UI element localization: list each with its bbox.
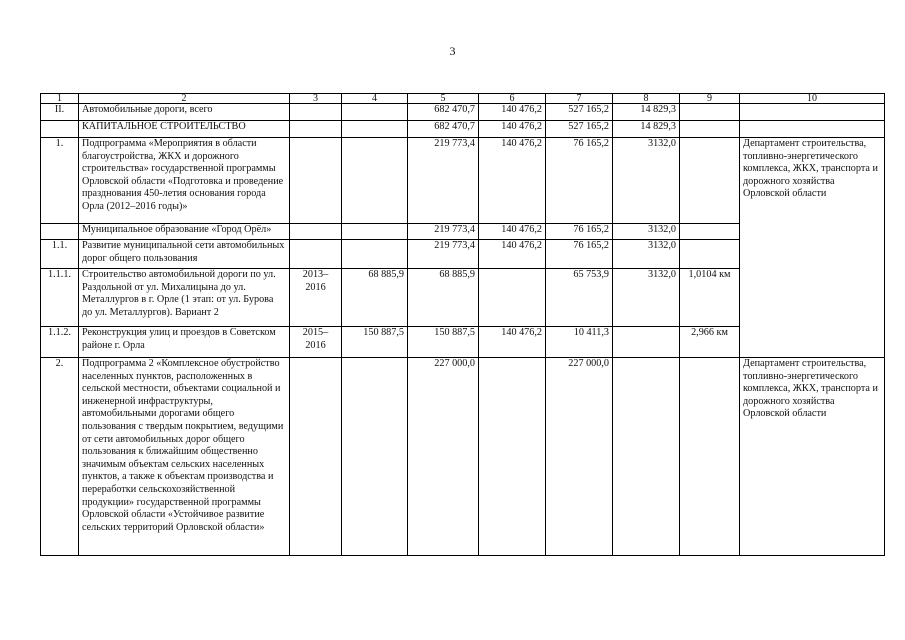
table-row xyxy=(41,138,885,224)
total-cell: 682 470,7 xyxy=(408,104,479,121)
item-name: Подпрограмма «Мероприятия в области благоустройства, ЖКХ и дорожного строительства» государственной программы Орловской области «Подготовка и проведение празднования 450-летия основания города Орла (2012–2016 годы)» xyxy=(79,138,290,224)
estimate-cost-cell: 68 885,9 xyxy=(342,269,408,327)
column-number: 9 xyxy=(680,94,740,104)
period-cell xyxy=(290,138,342,224)
capacity-cell: 2,966 км xyxy=(680,327,740,358)
column-number: 2 xyxy=(79,94,290,104)
municipal-cell: 3132,0 xyxy=(613,269,680,327)
period-cell xyxy=(290,358,342,556)
estimate-cost-cell xyxy=(342,224,408,240)
capacity-cell xyxy=(680,240,740,269)
column-number: 8 xyxy=(613,94,680,104)
capacity-cell xyxy=(680,358,740,556)
column-number: 3 xyxy=(290,94,342,104)
department-cell: Департамент строительства, топливно-энергетического комплекса, ЖКХ, транспорта и дорожного хозяйства Орловской области xyxy=(740,358,885,556)
municipal-cell: 14 829,3 xyxy=(613,121,680,138)
column-number: 5 xyxy=(408,94,479,104)
regional-cell: 76 165,2 xyxy=(546,240,613,269)
estimate-cost-cell xyxy=(342,121,408,138)
total-cell: 227 000,0 xyxy=(408,358,479,556)
estimate-cost-cell: 150 887,5 xyxy=(342,327,408,358)
capacity-cell xyxy=(680,224,740,240)
page-number: 3 xyxy=(449,44,456,58)
capacity-cell: 1,0104 км xyxy=(680,269,740,327)
regional-cell: 76 165,2 xyxy=(546,138,613,224)
municipal-cell xyxy=(613,327,680,358)
period-cell: 2015–2016 xyxy=(290,327,342,358)
total-cell: 68 885,9 xyxy=(408,269,479,327)
federal-cell xyxy=(479,269,546,327)
federal-cell: 140 476,2 xyxy=(479,121,546,138)
federal-cell xyxy=(479,358,546,556)
regional-cell: 527 165,2 xyxy=(546,121,613,138)
federal-cell: 140 476,2 xyxy=(479,224,546,240)
period-cell: 2013–2016 xyxy=(290,269,342,327)
total-cell: 219 773,4 xyxy=(408,138,479,224)
item-name: Подпрограмма 2 «Комплексное обустройство населенных пунктов, расположенных в сельской местности, объектами социальной и инженерной инфраструктуры, автомобильными дорогами общего пользования с твердым покрытием, ведущими от сети автомобильных дорог общего пользования к ближайшим общественно значимым объектам сельских населенных пунктов, а также к объектам производства и переработки сельскохозяйственной продукции» государственной программы Орловской области «Устойчивое развитие сельских территорий Орловской области» xyxy=(79,358,290,556)
item-name: Строительство автомобильной дороги по ул. Раздольной от ул. Михалицына до ул. Металлургов в г. Орле (1 этап: от ул. Бурова до ул. Металлургов). Вариант 2 xyxy=(79,269,290,327)
item-name: Реконструкция улиц и проездов в Советском районе г. Орла xyxy=(79,327,290,358)
municipal-cell: 3132,0 xyxy=(613,138,680,224)
department-cell: Департамент строительства, топливно-энергетического комплекса, ЖКХ, транспорта и дорожного хозяйства Орловской области xyxy=(740,138,885,358)
table-row xyxy=(41,358,885,556)
estimate-cost-cell xyxy=(342,358,408,556)
total-cell: 219 773,4 xyxy=(408,224,479,240)
row-number: 1.1.1. xyxy=(41,269,79,327)
federal-cell: 140 476,2 xyxy=(479,327,546,358)
column-number: 4 xyxy=(342,94,408,104)
row-number: II. xyxy=(41,104,79,121)
regional-cell: 227 000,0 xyxy=(546,358,613,556)
column-number: 6 xyxy=(479,94,546,104)
budget-table xyxy=(40,93,885,556)
municipal-cell: 3132,0 xyxy=(613,240,680,269)
capacity-cell xyxy=(680,138,740,224)
estimate-cost-cell xyxy=(342,138,408,224)
row-number: 2. xyxy=(41,358,79,556)
period-cell xyxy=(290,104,342,121)
regional-cell: 76 165,2 xyxy=(546,224,613,240)
municipal-cell: 14 829,3 xyxy=(613,104,680,121)
capacity-cell xyxy=(680,121,740,138)
row-number xyxy=(41,224,79,240)
total-cell: 150 887,5 xyxy=(408,327,479,358)
column-number: 7 xyxy=(546,94,613,104)
period-cell xyxy=(290,240,342,269)
total-cell: 682 470,7 xyxy=(408,121,479,138)
row-number: 1. xyxy=(41,138,79,224)
capacity-cell xyxy=(680,104,740,121)
column-numbers-row xyxy=(41,94,885,104)
row-number: 1.1. xyxy=(41,240,79,269)
total-cell: 219 773,4 xyxy=(408,240,479,269)
estimate-cost-cell xyxy=(342,240,408,269)
row-number: 1.1.2. xyxy=(41,327,79,358)
department-cell xyxy=(740,104,885,121)
item-name: Автомобильные дороги, всего xyxy=(79,104,290,121)
row-number xyxy=(41,121,79,138)
table-row xyxy=(41,121,885,138)
regional-cell: 65 753,9 xyxy=(546,269,613,327)
item-name: КАПИТАЛЬНОЕ СТРОИТЕЛЬСТВО xyxy=(79,121,290,138)
table-row xyxy=(41,104,885,121)
municipal-cell xyxy=(613,358,680,556)
period-cell xyxy=(290,224,342,240)
column-number: 10 xyxy=(740,94,885,104)
period-cell xyxy=(290,121,342,138)
federal-cell: 140 476,2 xyxy=(479,104,546,121)
department-cell xyxy=(740,121,885,138)
estimate-cost-cell xyxy=(342,104,408,121)
item-name: Муниципальное образование «Город Орёл» xyxy=(79,224,290,240)
item-name: Развитие муниципальной сети автомобильных дорог общего пользования xyxy=(79,240,290,269)
regional-cell: 10 411,3 xyxy=(546,327,613,358)
federal-cell: 140 476,2 xyxy=(479,240,546,269)
column-number: 1 xyxy=(41,94,79,104)
federal-cell: 140 476,2 xyxy=(479,138,546,224)
municipal-cell: 3132,0 xyxy=(613,224,680,240)
regional-cell: 527 165,2 xyxy=(546,104,613,121)
